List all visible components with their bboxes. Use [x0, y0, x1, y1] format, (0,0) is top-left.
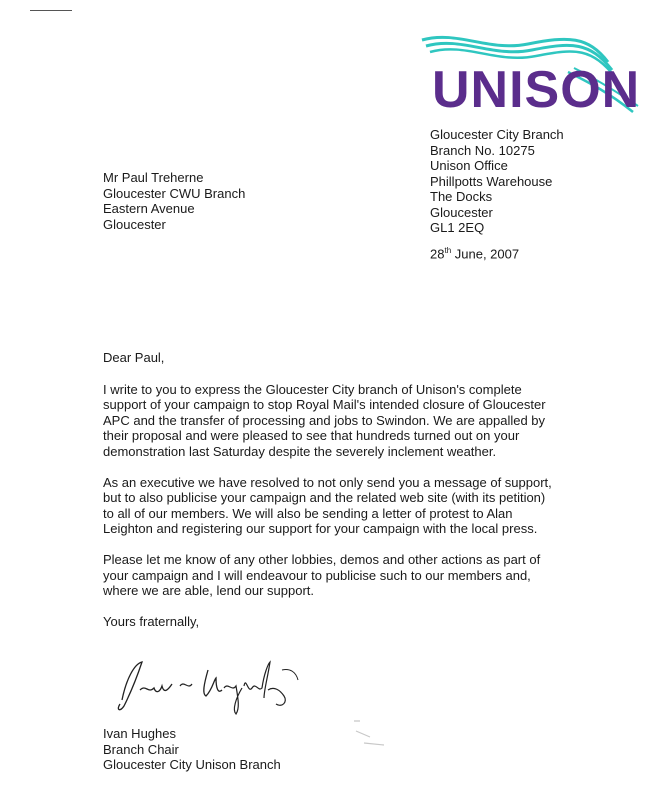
branch-line: The Docks [430, 189, 493, 204]
branch-line: Gloucester [430, 204, 493, 220]
paragraph-line: to all of our members. We will also be sending a letter of protest to Alan [103, 505, 513, 521]
paragraph-3 [103, 552, 633, 599]
recipient-line: Gloucester [103, 216, 166, 232]
recipient-address [103, 170, 245, 232]
paragraph-line: As an executive we have resolved to not only send you a message of support, [103, 474, 552, 490]
branch-line: Branch No. 10275 [430, 142, 535, 158]
paragraph-line: APC and the transfer of processing and jobs to Swindon. We are appalled by [103, 412, 546, 428]
signer-block [103, 726, 281, 773]
scan-artifact-line [30, 10, 72, 11]
paragraph-line: where we are able, lend our support. [103, 583, 315, 599]
branch-line: Phillpotts Warehouse [430, 173, 553, 189]
paragraph-2 [103, 475, 633, 537]
branch-line: Unison Office [430, 158, 508, 173]
handwritten-signature [112, 650, 312, 720]
paragraph-line: I write to you to express the Gloucester City branch of Unison's complete [103, 381, 522, 397]
paragraph-line: demonstration last Saturday despite the severely inclement weather. [103, 443, 497, 459]
unison-logo [418, 32, 640, 124]
signer-organisation: Gloucester City Unison Branch [103, 757, 281, 772]
paragraph-line: Please let me know of any other lobbies, demos and other actions as part of [103, 551, 541, 567]
letter-body [103, 350, 633, 629]
salutation: Dear Paul, [103, 350, 165, 365]
recipient-line: Eastern Avenue [103, 201, 195, 216]
signer-name: Ivan Hughes [103, 726, 176, 741]
paragraph-line: support of your campaign to stop Royal Mail's intended closure of Gloucester [103, 397, 546, 413]
faint-scan-mark [350, 715, 390, 755]
branch-line: Gloucester City Branch [430, 127, 564, 142]
logo-wordmark: UNISON [432, 61, 641, 119]
branch-address [430, 127, 564, 236]
paragraph-line: but to also publicise your campaign and the related web site (with its petition) [103, 490, 546, 506]
date-suffix: th [444, 246, 452, 255]
date-day: 28 [430, 246, 445, 262]
paragraph-line: their proposal and were pleased to see that hundreds turned out on your [103, 428, 520, 444]
paragraph-1 [103, 382, 633, 460]
paragraph-line: Leighton and registering our support for your campaign with the local press. [103, 521, 538, 537]
paragraph-line: your campaign and I will endeavour to publicise such to our members and, [103, 567, 531, 583]
branch-line: GL1 2EQ [430, 220, 485, 235]
signer-title: Branch Chair [103, 741, 179, 757]
closing: Yours fraternally, [103, 613, 200, 629]
letter-date [430, 246, 519, 261]
recipient-line: Gloucester CWU Branch [103, 185, 246, 201]
recipient-line: Mr Paul Treherne [103, 170, 204, 185]
date-rest: June, 2007 [451, 246, 520, 262]
